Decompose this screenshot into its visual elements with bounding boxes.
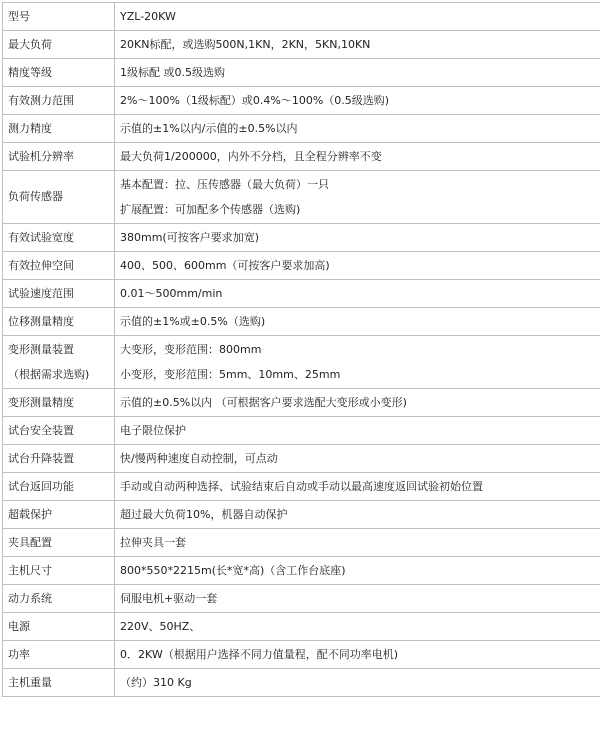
spec-label: 试验机分辨率 (3, 143, 115, 171)
spec-value-line: 基本配置：拉、压传感器（最大负荷）一只 (120, 172, 600, 197)
table-row (3, 171, 600, 224)
spec-label: 有效试验宽度 (3, 224, 115, 252)
spec-value: 2%～100%（1级标配）或0.4%～100%（0.5级选购) (115, 87, 600, 115)
spec-value: 20KN标配，或选购500N,1KN，2KN，5KN,10KN (115, 31, 600, 59)
spec-label: 有效测力范围 (3, 87, 115, 115)
spec-label: 试验速度范围 (3, 280, 115, 308)
spec-label: 超载保护 (3, 501, 115, 529)
spec-value-line: 扩展配置：可加配多个传感器（选购) (120, 197, 600, 222)
spec-value: 1级标配 或0.5级选购 (115, 59, 600, 87)
spec-value: 快/慢两种速度自动控制，可点动 (115, 445, 600, 473)
spec-label: 主机尺寸 (3, 557, 115, 585)
spec-value: 电子限位保护 (115, 417, 600, 445)
spec-label: 变形测量精度 (3, 389, 115, 417)
table-row (3, 669, 600, 697)
spec-label: 试台安全装置 (3, 417, 115, 445)
table-row (3, 613, 600, 641)
spec-label: 试台返回功能 (3, 473, 115, 501)
spec-value (115, 336, 600, 389)
spec-label: 夹具配置 (3, 529, 115, 557)
table-row (3, 557, 600, 585)
table-row (3, 417, 600, 445)
table-row (3, 280, 600, 308)
spec-label: 负荷传感器 (3, 171, 115, 224)
spec-label (3, 336, 115, 389)
table-row (3, 115, 600, 143)
table-row (3, 252, 600, 280)
spec-value: 380mm(可按客户要求加宽) (115, 224, 600, 252)
spec-label: 电源 (3, 613, 115, 641)
spec-value: 800*550*2215m(长*宽*高)（含工作台底座) (115, 557, 600, 585)
table-row (3, 389, 600, 417)
spec-value: 最大负荷1/200000，内外不分档，且全程分辨率不变 (115, 143, 600, 171)
spec-value: 示值的±0.5%以内 （可根据客户要求选配大变形或小变形) (115, 389, 600, 417)
spec-label: 试台升降装置 (3, 445, 115, 473)
spec-label: 最大负荷 (3, 31, 115, 59)
spec-value: 220V、50HZ、 (115, 613, 600, 641)
spec-value: 手动或自动两种选择、试验结束后自动或手动以最高速度返回试验初始位置 (115, 473, 600, 501)
spec-label-line: 变形测量装置 (8, 337, 114, 362)
table-row (3, 529, 600, 557)
spec-value: 400、500、600mm（可按客户要求加高) (115, 252, 600, 280)
spec-label: 主机重量 (3, 669, 115, 697)
spec-value-line: 小变形，变形范围：5mm、10mm、25mm (120, 362, 600, 387)
table-row (3, 3, 600, 31)
table-row (3, 308, 600, 336)
spec-value (115, 171, 600, 224)
table-row (3, 59, 600, 87)
spec-value: 伺服电机+驱动一套 (115, 585, 600, 613)
spec-label: 位移测量精度 (3, 308, 115, 336)
spec-value: 示值的±1%以内/示值的±0.5%以内 (115, 115, 600, 143)
spec-label: 动力系统 (3, 585, 115, 613)
table-row (3, 473, 600, 501)
spec-label-line: （根据需求选购) (8, 362, 114, 387)
spec-value: 0．2KW（根据用户选择不同力值量程，配不同功率电机) (115, 641, 600, 669)
spec-value: （约）310 Kg (115, 669, 600, 697)
table-row (3, 336, 600, 389)
spec-label: 型号 (3, 3, 115, 31)
spec-value: 示值的±1%或±0.5%（选购) (115, 308, 600, 336)
table-row (3, 87, 600, 115)
table-row (3, 31, 600, 59)
spec-value: 超过最大负荷10%，机器自动保护 (115, 501, 600, 529)
spec-value: 0.01～500mm/min (115, 280, 600, 308)
spec-table (2, 2, 600, 697)
table-row (3, 501, 600, 529)
table-row (3, 143, 600, 171)
table-row (3, 445, 600, 473)
spec-label: 精度等级 (3, 59, 115, 87)
table-row (3, 585, 600, 613)
table-row (3, 641, 600, 669)
spec-label: 测力精度 (3, 115, 115, 143)
spec-label: 功率 (3, 641, 115, 669)
spec-label: 有效拉伸空间 (3, 252, 115, 280)
spec-value: YZL-20KW (115, 3, 600, 31)
spec-value: 拉伸夹具一套 (115, 529, 600, 557)
table-row (3, 224, 600, 252)
spec-value-line: 大变形，变形范围：800mm (120, 337, 600, 362)
